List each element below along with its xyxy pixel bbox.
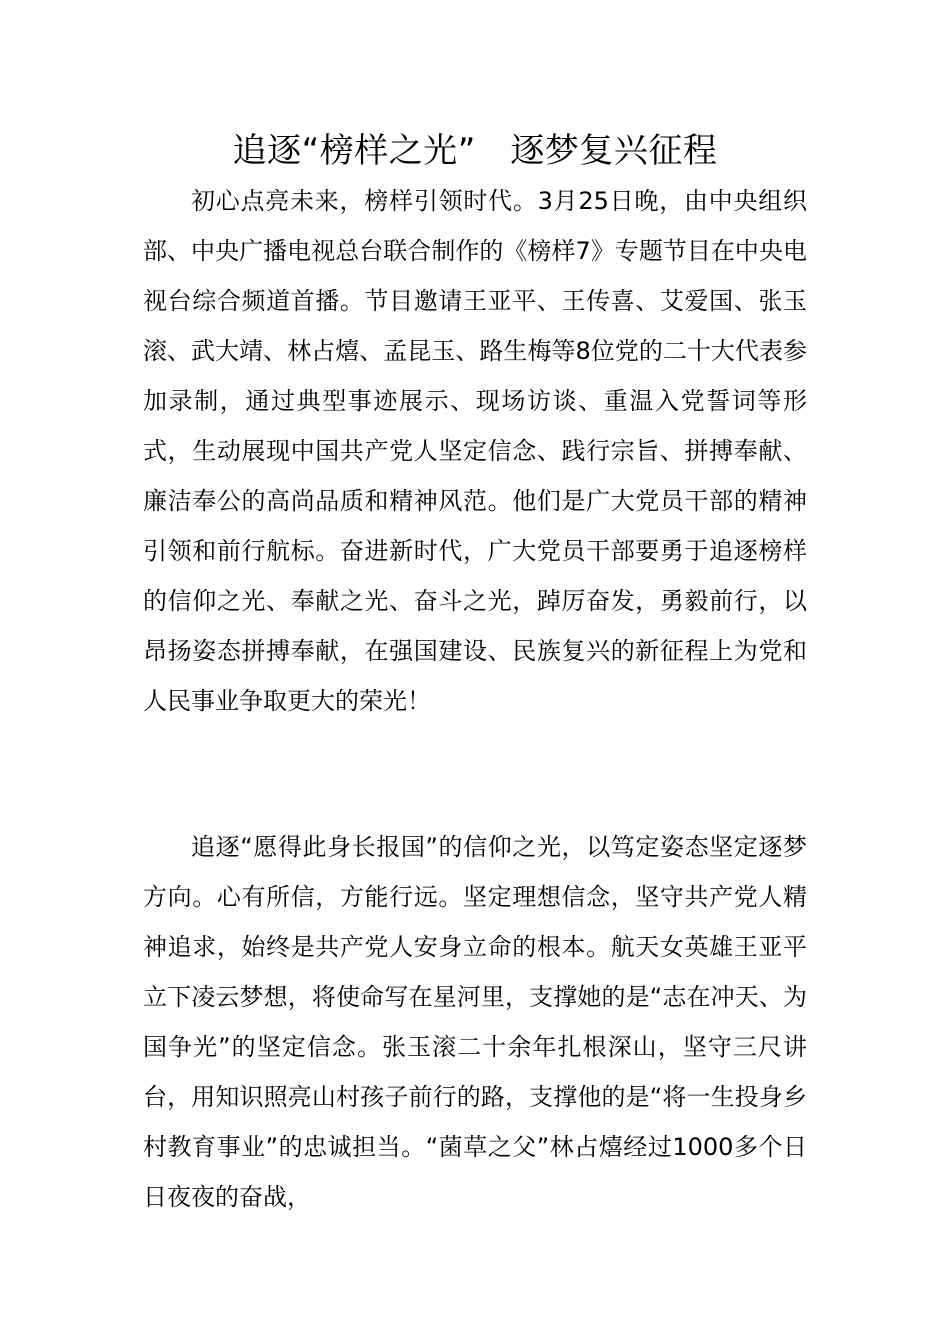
document-title: 追逐“榜样之光” 逐梦复兴征程 — [232, 131, 718, 171]
paragraph-2: 追逐“愿得此身长报国”的信仰之光，以笃定姿态坚定逐梦方向。心有所信，方能行远。坚定理想信念，坚守共产党人精神追求，始终是共产党人安身立命的根本。航天女英雄王亚平立下凌云梦想，将使命写在星河里，支撑她的是“志在冲天、为国争光”的坚定信念。张玉滚二十余年扎根深山，坚守三尺讲台，用知识照亮山村孩子前行的路，支撑他的是“将一生投身乡村教育事业”的忠诚担当。“菌草之父”林占熺经过1000多个日日夜夜的奋战， — [143, 833, 807, 1211]
paragraph-1: 初心点亮未来，榜样引领时代。3月25日晚，由中央组织部、中央广播电视总台联合制作的《榜样7》专题节目在中央电视台综合频道首播。节目邀请王亚平、王传喜、艾爱国、张玉滚、武大靖、林占熺、孟昆玉、路生梅等8位党的二十大代表参加录制，通过典型事迹展示、现场访谈、重温入党誓词等形式，生动展现中国共产党人坚定信念、践行宗旨、拼搏奉献、廉洁奉公的高尚品质和精神风范。他们是广大党员干部的精神引领和前行航标。奋进新时代，广大党员干部要勇于追逐榜样的信仰之光、奉献之光、奋斗之光，踔厉奋发，勇毅前行，以昂扬姿态拼搏奉献，在强国建设、民族复兴的新征程上为党和人民事业争取更大的荣光！ — [143, 187, 807, 715]
